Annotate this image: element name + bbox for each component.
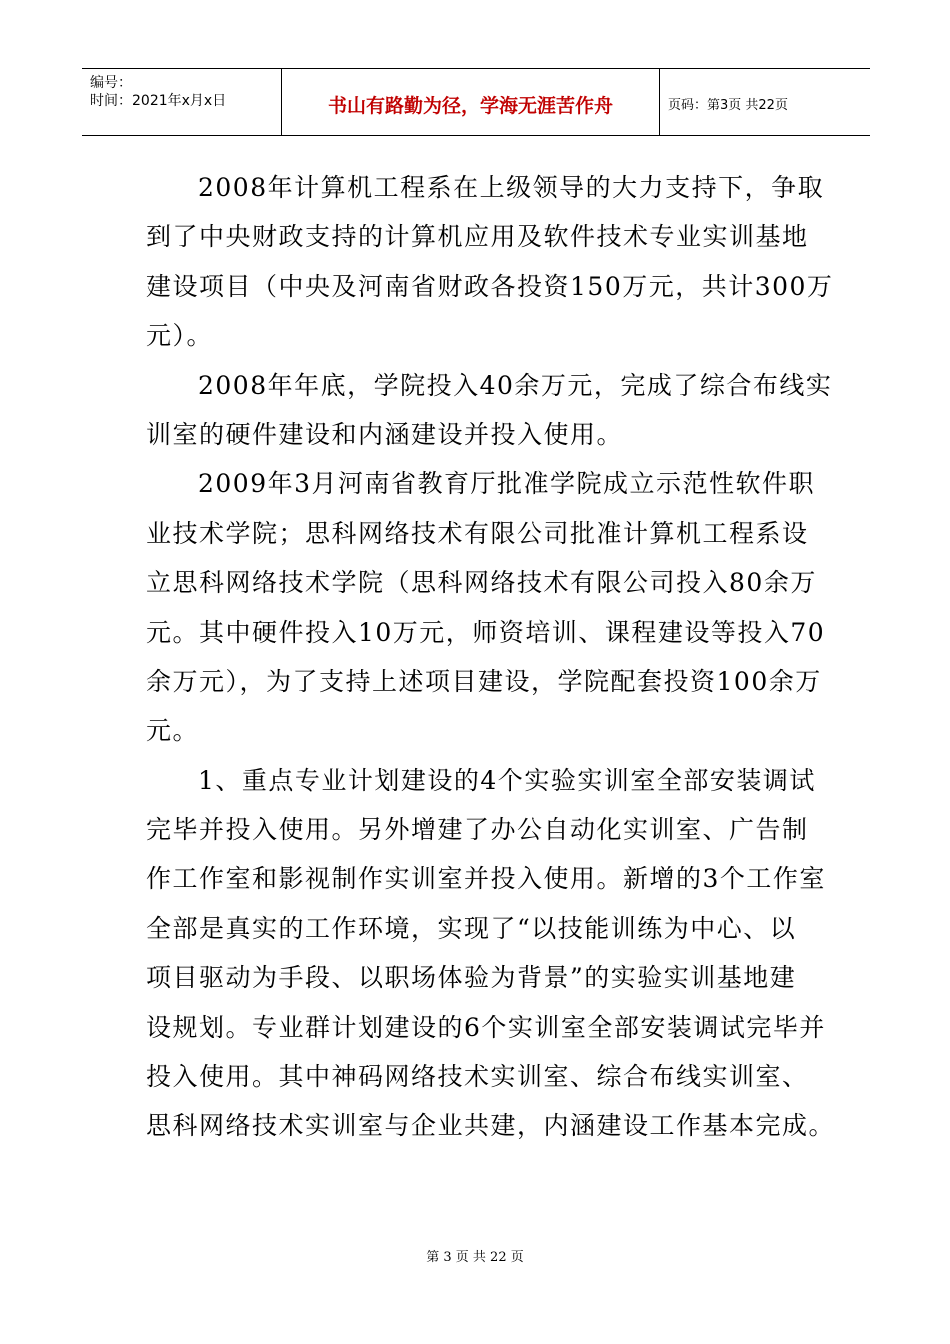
text-line: 建设项目（中央及河南省财政各投资150万元，共计300万 — [146, 271, 834, 301]
text-line: 立思科网络技术学院（思科网络技术有限公司投入80余万 — [146, 568, 817, 598]
document-body — [146, 163, 836, 1151]
text-line: 2008年年底，学院投入40余万元，完成了综合布线实 — [198, 370, 833, 400]
text-line: 思科网络技术实训室与企业共建，内涵建设工作基本完成。 — [146, 1111, 836, 1141]
text-line: 训室的硬件建设和内涵建设并投入使用。 — [146, 419, 624, 449]
text-line: 元。 — [146, 716, 200, 746]
text-line: 全部是真实的工作环境，实现了“以技能训练为中心、以 — [146, 913, 797, 943]
text-line: 作工作室和影视制作实训室并投入使用。新增的3个工作室 — [146, 864, 826, 894]
time-label: 时间：2021年x月x日 — [90, 93, 227, 109]
text-line: 2008年计算机工程系在上级领导的大力支持下，争取 — [198, 173, 825, 202]
document-header — [82, 68, 870, 136]
text-line: 2009年3月河南省教育厅批准学院成立示范性软件职 — [198, 469, 816, 499]
text-line: 元）。 — [146, 321, 214, 351]
text-line: 业技术学院；思科网络技术有限公司批准计算机工程系设 — [146, 518, 809, 548]
text-line: 1、重点专业计划建设的4个实验实训室全部安装调试 — [198, 765, 816, 795]
header-page-info: 页码：第3页 共22页 — [668, 97, 788, 113]
number-label: 编号： — [90, 75, 132, 91]
page-footer: 第 3 页 共 22 页 — [426, 1250, 524, 1265]
header-motto: 书山有路勤为径，学海无涯苦作舟 — [282, 69, 660, 135]
text-line: 设规划。专业群计划建设的6个实训室全部安装调试完毕并 — [146, 1012, 826, 1042]
header-meta — [82, 69, 282, 135]
text-line: 投入使用。其中神码网络技术实训室、综合布线实训室、 — [146, 1062, 809, 1092]
text-line: 到了中央财政支持的计算机应用及软件技术专业实训基地 — [146, 222, 809, 252]
text-line: 余万元），为了支持上述项目建设，学院配套投资100余万 — [146, 666, 822, 696]
text-line: 完毕并投入使用。另外增建了办公自动化实训室、广告制 — [146, 815, 809, 845]
text-line: 元。其中硬件投入10万元，师资培训、课程建设等投入70 — [146, 617, 826, 647]
text-line: 项目驱动为手段、以职场体验为背景”的实验实训基地建 — [146, 963, 797, 993]
